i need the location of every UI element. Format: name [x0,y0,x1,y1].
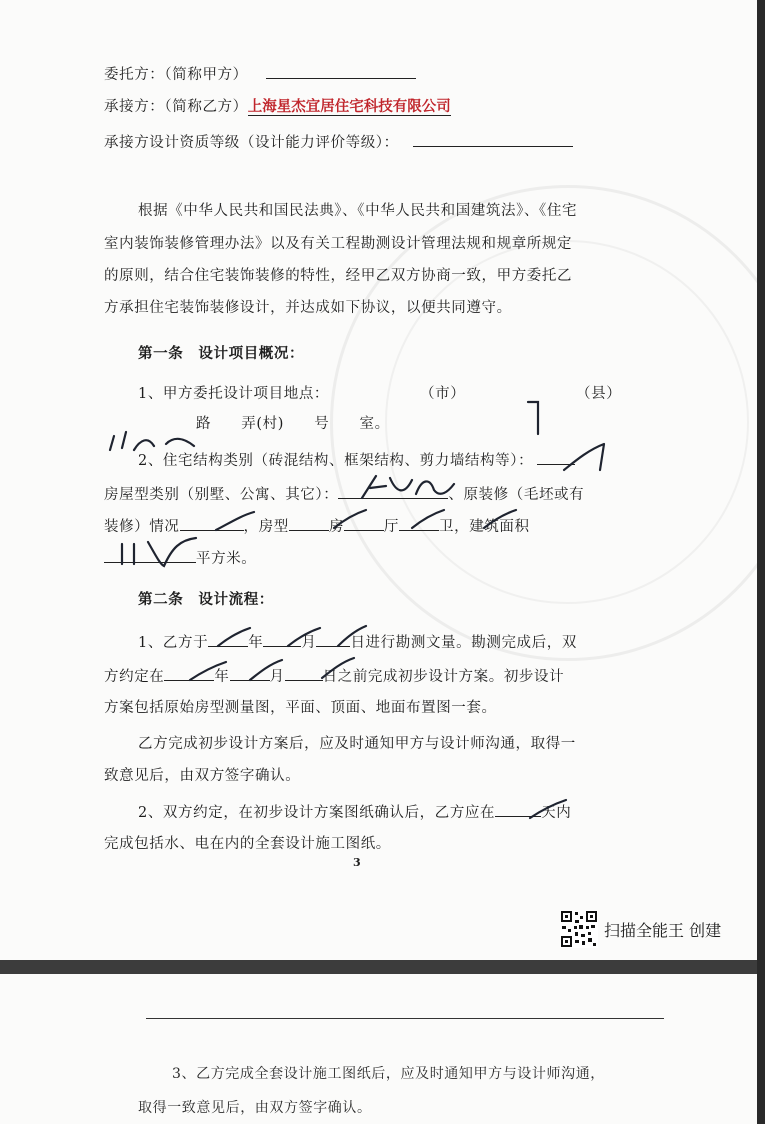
handwritten-area-value [112,534,202,570]
project-address-line: 路 弄(村) 号 室。 [196,416,390,432]
body-line: 取得一致意见后，由双方签字确认。 [138,1100,372,1116]
qr-code-icon [560,910,598,948]
article-2-heading: 第二条 设计流程： [138,591,274,608]
structure-type-line: 2、住宅结构类别（砖混结构、框架结构、剪力墙结构等）： [138,450,575,471]
preamble-line: 室内装饰装修管理办法》以及有关工程勘测设计管理法规和规章所规定 [104,236,573,252]
body-line: 乙方完成初步设计方案后，应及时通知甲方与设计师沟通，取得一 [138,736,576,752]
handwritten-slash-mark [318,654,358,682]
body-line: 3、乙方完成全套设计施工图纸后，应及时通知甲方与设计师沟通， [172,1066,605,1082]
handwritten-house-type [356,470,466,504]
qualification-line: 承接方设计资质等级（设计能力评价等级）： [104,132,573,153]
handwritten-bracket-mark [524,398,544,438]
article-1-heading: 第一条 设计项目概况： [138,345,305,362]
contractor-line: 承接方：（简称乙方）上海星杰宜居住宅科技有限公司 [104,98,451,115]
body-line: 致意见后，由双方签字确认。 [104,768,301,784]
handwritten-slash-mark [408,506,448,532]
body-line: 完成包括水、电在内的全套设计施工图纸。 [104,836,391,852]
contractor-company-name: 上海星杰宜居住宅科技有限公司 [247,98,451,115]
watermark-seal-inner [385,240,749,604]
body-line: 方案包括原始房型测量图，平面、顶面、地面布置图一套。 [104,700,497,716]
preamble-line: 根据《中华人民共和国民法典》、《中华人民共和国建筑法》、《住宅 [138,203,578,219]
construction-drawing-days-line: 2、双方约定，在初步设计方案图纸确认后，乙方应在 天内 [138,802,571,823]
handwritten-slash-mark [246,656,286,684]
handwritten-slash-mark [330,506,370,532]
handwritten-slash-mark [186,658,230,684]
house-type-line: 房屋型类别（别墅、公寓、其它）： 、原装修（毛坯或有 [104,484,584,505]
handwritten-slash-mark [526,796,570,822]
handwritten-slash-mark [212,508,258,534]
project-location-line: 1、甲方委托设计项目地点： （市） （县） [138,386,622,402]
document-page-4 [0,974,757,1124]
preamble-line: 方承担住宅装饰装修设计，并达成如下协议，以便共同遵守。 [104,300,512,316]
handwritten-slash-mark [560,440,610,474]
viewer-scroll-edge [757,0,765,1124]
header-rule [146,1018,664,1019]
floor-area-line: 平方米。 [104,548,256,569]
handwritten-slash-mark [334,622,370,650]
survey-date-line: 1、乙方于 年 月 日进行勘测文量。勘测完成后，双 [138,632,577,653]
room-layout-line: 装修）情况 ，房型 房 厅 卫，建筑面积 [104,516,530,537]
handwritten-scribble [104,426,224,454]
handwritten-slash-mark [284,624,324,650]
client-line: 委托方：（简称甲方） [104,64,416,85]
preamble-line: 的原则，结合住宅装饰装修的特性，经甲乙双方协商一致，甲方委托乙 [104,268,573,284]
scanner-watermark-text: 扫描全能王 创建 [604,921,722,940]
handwritten-slash-mark [480,506,520,532]
page-number: 3 [353,856,361,869]
preliminary-design-date-line: 方约定在 年 月 日之前完成初步设计方案。初步设计 [104,666,564,687]
handwritten-slash-mark [214,624,254,650]
